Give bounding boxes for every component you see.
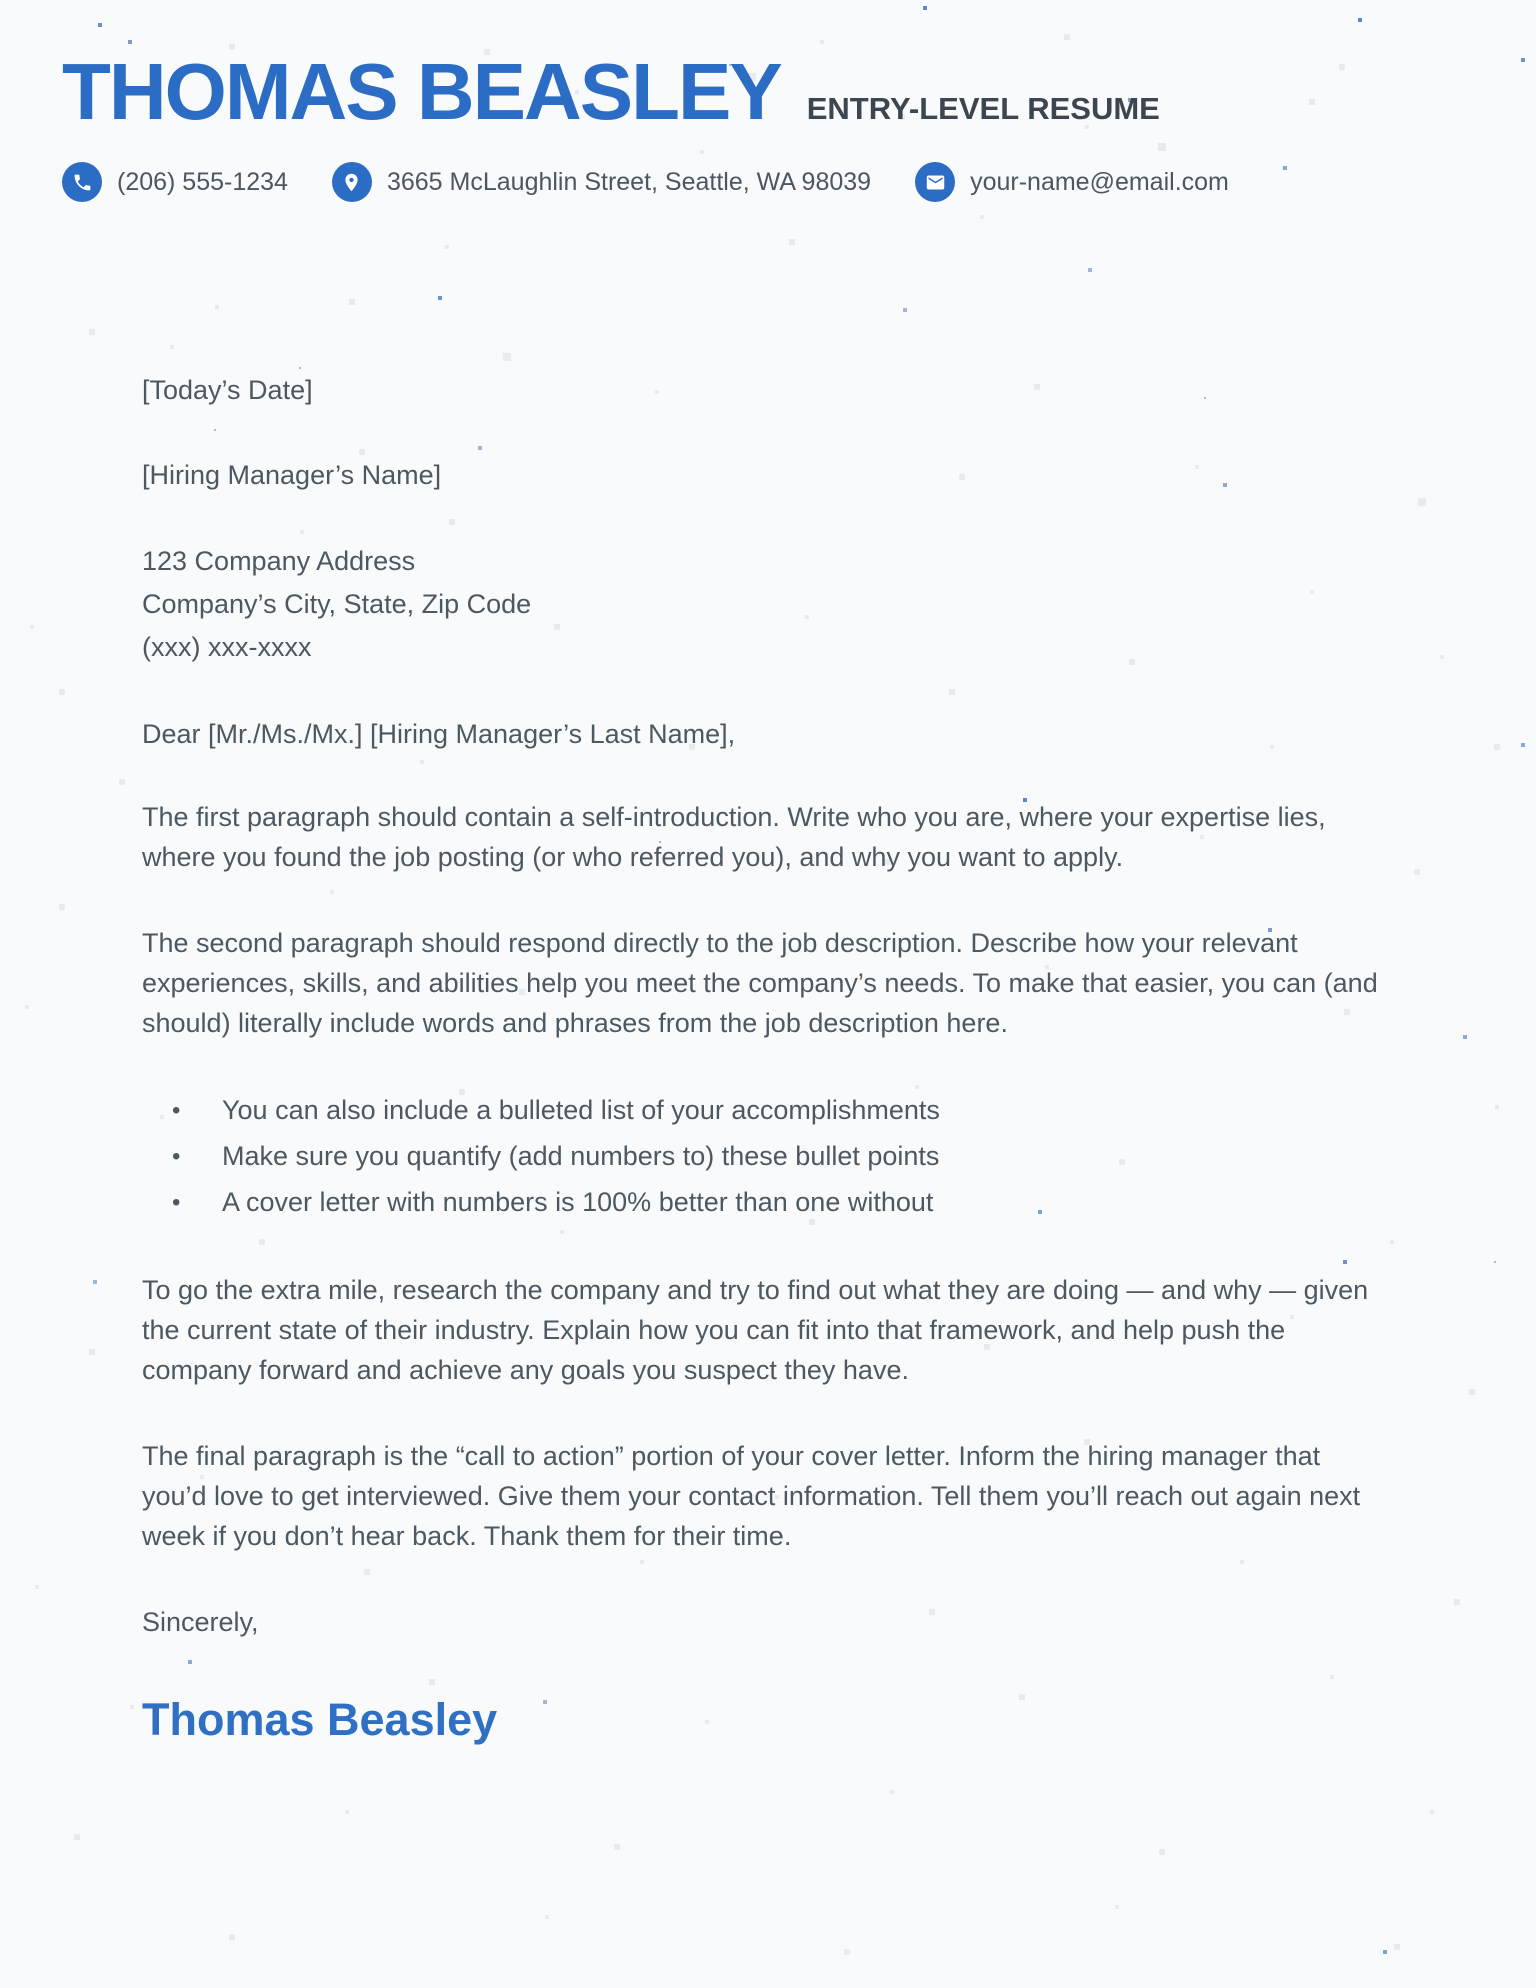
page-title: THOMAS BEASLEY xyxy=(62,47,781,136)
location-icon xyxy=(332,162,372,202)
signature-name: Thomas Beasley xyxy=(142,1694,498,1745)
paragraph-second: The second paragraph should respond directly to the job description. Describe how your relevant experiences, skills, and abilities help you meet the company’s needs. To make that easier, you can (and should) literally include words and phrases from the job description here. xyxy=(142,928,1378,1038)
contact-address xyxy=(332,162,871,202)
company-city-line: Company’s City, State, Zip Code xyxy=(142,589,532,619)
email-address: your-name@email.com xyxy=(970,167,1229,196)
bullet-item: • A cover letter with numbers is 100% better than one without xyxy=(142,1181,1390,1224)
email-icon xyxy=(915,162,955,202)
phone-icon xyxy=(62,162,102,202)
paragraph-extra-mile: To go the extra mile, research the company and try to find out what they are doing — and why — given the current state of their industry. Explain how you can fit into that framework, and help push the company forward and achieve any goals you suspect they have. xyxy=(142,1275,1369,1385)
bullet-item: • Make sure you quantify (add numbers to) these bullet points xyxy=(142,1135,1390,1178)
title-row xyxy=(62,48,1476,136)
closing-line: Sincerely, xyxy=(142,1607,259,1637)
cover-letter-body xyxy=(142,370,1390,1745)
paragraph-final: The final paragraph is the “call to action” portion of your cover letter. Inform the hiring manager that you’d love to get interviewed. Give them your contact information. Tell them you’ll reach out again next week if you don’t hear back. Thank them for their time. xyxy=(142,1441,1361,1551)
contact-email xyxy=(915,162,1229,202)
resume-header xyxy=(0,0,1536,202)
company-phone-line: (xxx) xxx-xxxx xyxy=(142,632,312,662)
company-address-line: 123 Company Address xyxy=(142,546,416,576)
contact-phone xyxy=(62,162,288,202)
salutation: Dear [Mr./Ms./Mx.] [Hiring Manager’s Last Name], xyxy=(142,719,736,749)
accomplishment-bullets xyxy=(142,1089,1390,1224)
company-address-block xyxy=(142,540,1390,669)
street-address: 3665 McLaughlin Street, Seattle, WA 98039 xyxy=(386,167,872,196)
contact-row xyxy=(62,162,1476,202)
bullet-item: • You can also include a bulleted list of your accomplishments xyxy=(142,1089,1390,1132)
resume-subtitle: ENTRY-LEVEL RESUME xyxy=(806,91,1160,126)
paragraph-intro: The first paragraph should contain a self-introduction. Write who you are, where your expertise lies, where you found the job posting (or who referred you), and why you want to apply. xyxy=(142,802,1326,872)
phone-number: (206) 555-1234 xyxy=(117,167,288,196)
date-placeholder: [Today’s Date] xyxy=(142,375,313,405)
hiring-manager-name-placeholder: [Hiring Manager’s Name] xyxy=(142,460,442,490)
